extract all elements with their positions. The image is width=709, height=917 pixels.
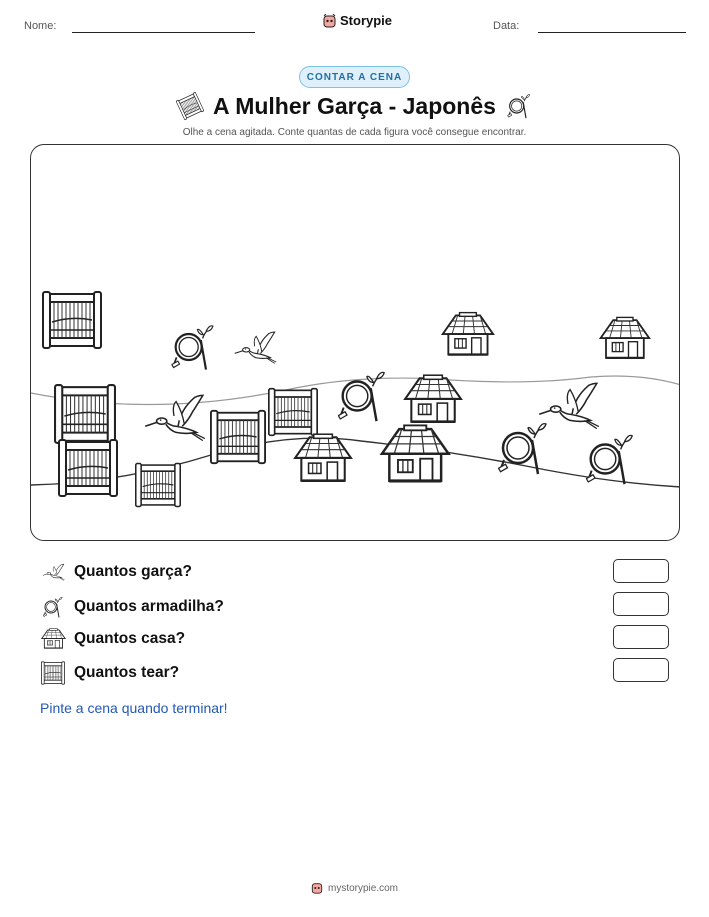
name-label: Nome: [24, 20, 57, 32]
date-label: Data: [493, 20, 520, 32]
question-label: Quantos garça? [74, 563, 192, 580]
coloring-note: Pinte a cena quando terminar! [40, 700, 228, 716]
loom-icon [136, 464, 180, 507]
loom-icon [59, 440, 117, 496]
loom-icon [40, 661, 66, 685]
footer-url: mystorypie.com [327, 882, 398, 894]
page-title: A Mulher Garça - Japonês [213, 92, 496, 119]
heron-icon [145, 395, 205, 440]
instructions: Olhe a cena agitada. Conte quantas de cada figura você consegue encontrar. [182, 127, 527, 138]
footer [0, 882, 709, 894]
question-loom [40, 661, 179, 685]
trap-icon [506, 92, 532, 120]
question-label: Quantos armadilha? [74, 598, 224, 615]
answer-box-trap[interactable] [613, 592, 669, 616]
scene-illustration [31, 145, 680, 541]
house-icon [382, 425, 449, 481]
loom-icon [43, 292, 101, 348]
page-title-row [0, 92, 709, 120]
answer-box-loom[interactable] [613, 658, 669, 682]
name-line[interactable] [72, 32, 255, 33]
storypie-logo [323, 13, 392, 28]
question-label: Quantos casa? [74, 630, 186, 647]
loom-icon [174, 91, 207, 122]
loom-icon [55, 385, 115, 443]
brand-name: Storypie [340, 13, 393, 28]
question-house [40, 628, 185, 650]
house-icon [601, 317, 650, 358]
question-label: Quantos tear? [74, 664, 180, 681]
house-icon [40, 628, 66, 650]
heron-icon [235, 332, 276, 363]
storypie-mascot-icon [323, 14, 336, 28]
activity-badge: CONTAR A CENA [299, 66, 410, 88]
trap-icon [40, 595, 66, 619]
house-icon [295, 434, 351, 481]
answer-box-heron[interactable] [613, 559, 669, 583]
trap-icon [586, 435, 632, 484]
trap-icon [499, 424, 546, 474]
heron-icon [40, 562, 66, 582]
loom-icon [211, 411, 265, 463]
trap-icon [172, 326, 213, 370]
house-icon [443, 313, 493, 355]
answer-box-house[interactable] [613, 625, 669, 649]
storypie-mascot-icon [311, 882, 323, 894]
date-line[interactable] [538, 32, 686, 33]
heron-icon [539, 383, 599, 428]
loom-icon [269, 389, 317, 436]
question-trap [40, 595, 224, 619]
house-icon [405, 375, 461, 422]
question-heron [40, 562, 192, 582]
counting-scene [30, 144, 680, 541]
